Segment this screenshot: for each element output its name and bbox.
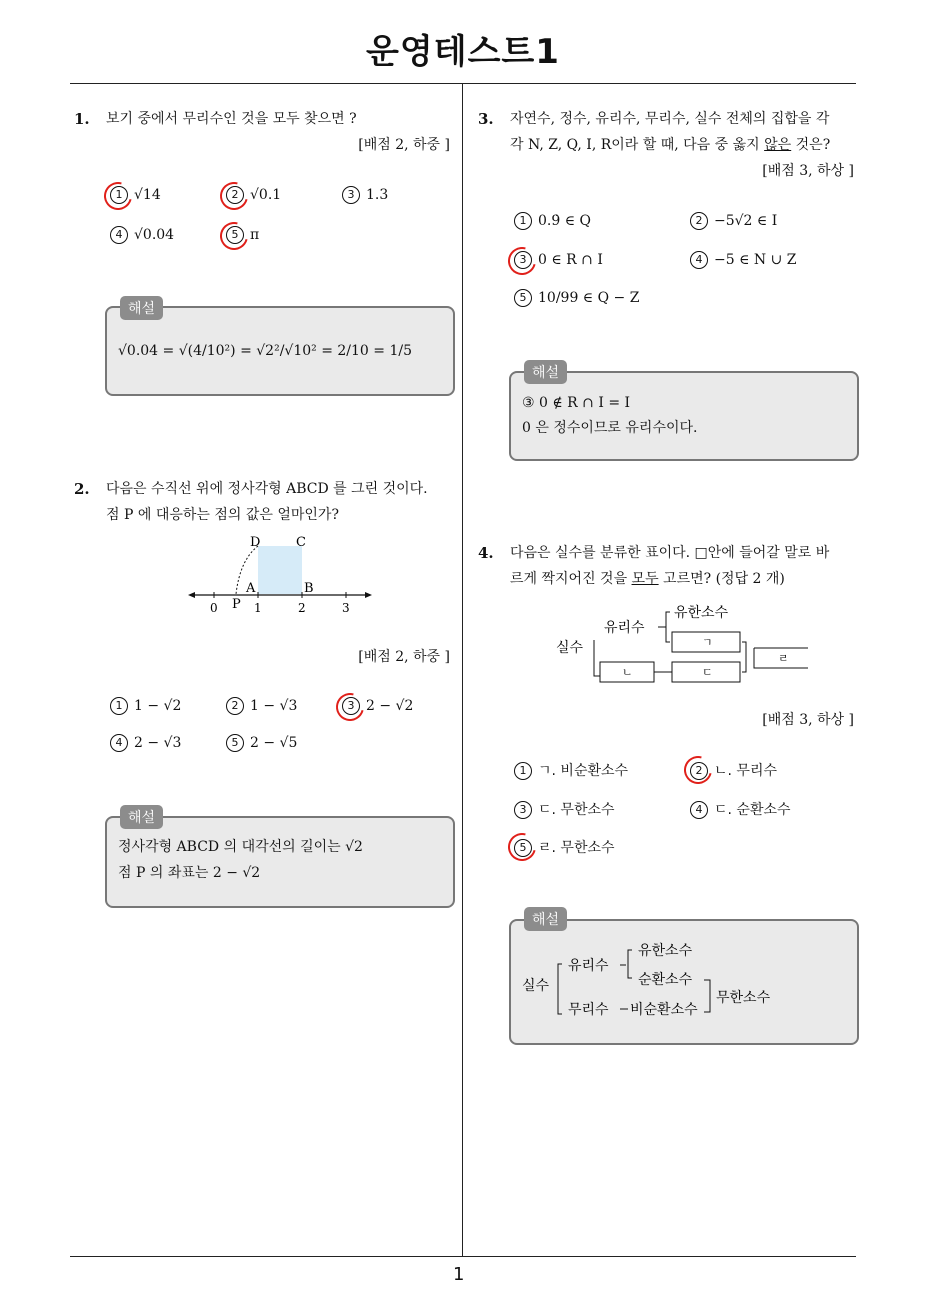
option-4[interactable] [690,799,791,819]
option-number: 1 [110,186,128,204]
solution-line-1: ③ 0 ∉ R ∩ I = I [522,395,631,411]
option-number: 3 [342,697,360,715]
label-d: ㄹ [778,652,789,665]
label-a: ㄱ [702,636,713,649]
label-b: B [304,581,314,596]
solution-line-2: 0 은 정수이므로 유리수이다. [522,420,698,436]
question-number: 1. [74,110,90,128]
sol-finite: 유한소수 [638,943,693,959]
classification-diagram [556,600,812,686]
sol-real: 실수 [522,978,550,994]
option-5[interactable] [514,289,639,307]
option-expr: π [250,227,260,243]
option-number: 2 [690,212,708,230]
label-c: ㄷ [702,666,713,679]
solution-text: √0.04 = √(4/10²) = √2²/√10² = 2/10 = 1/5 [118,343,412,359]
question-number: 4. [478,544,494,562]
option-expr: ㄷ. 무한소수 [538,802,615,818]
label-rational: 유리수 [604,620,645,636]
option-expr: ㄷ. 순환소수 [714,802,791,818]
solution-tag: 해설 [120,296,163,320]
question-number: 2. [74,480,90,498]
answer-mark [99,177,137,215]
option-number: 4 [110,226,128,244]
option-expr: √0.04 [134,227,175,243]
answer-mark [503,828,541,866]
option-3[interactable] [514,799,615,819]
page-title: 운영테스트1 [366,32,560,72]
score-label: [배점 3, 하상 ] [762,712,854,728]
option-expr: ㄴ. 무리수 [714,763,777,779]
option-4[interactable] [110,734,181,752]
option-4[interactable] [690,251,797,269]
option-expr: √0.1 [250,187,282,203]
label-d: D [250,535,261,550]
option-1[interactable] [110,697,181,715]
score-label: [배점 3, 하상 ] [762,163,854,179]
option-expr: −5 ∈ N ∪ Z [714,252,797,268]
option-number: 2 [226,697,244,715]
option-number: 2 [690,762,708,780]
question-text-line-2: 각 N, Z, Q, I, R이라 할 때, 다음 중 옳지 않은 것은? [510,137,831,153]
question-text-line-2: 르게 짝지어진 것을 모두 고르면? (정답 2 개) [510,571,785,587]
option-expr: −5√2 ∈ I [714,213,778,229]
header-rule [70,83,856,84]
number-line-figure [186,532,376,620]
question-text-line-2: 점 P 에 대응하는 점의 값은 얼마인가? [106,507,339,523]
sol-repeating: 순환소수 [638,972,693,988]
option-expr: 1 − √2 [134,698,182,714]
option-number: 3 [514,801,532,819]
answer-mark [679,751,717,789]
label-finite: 유한소수 [674,605,729,621]
tick-2: 2 [298,601,306,615]
option-number: 1 [514,212,532,230]
option-number: 3 [514,251,532,269]
option-number: 4 [110,734,128,752]
question-text-line-1: 자연수, 정수, 유리수, 무리수, 실수 전체의 집합을 각 [510,111,830,127]
option-expr: 0 ∈ R ∩ I [538,252,603,268]
sol-infinite: 무한소수 [716,990,771,1006]
label-b: ㄴ [622,666,633,679]
option-number: 5 [514,839,532,857]
option-1[interactable] [514,760,628,780]
option-expr: 0.9̇ ∈ Q [538,213,592,229]
label-c: C [296,535,306,550]
answer-mark [215,217,253,255]
option-expr: √14 [134,187,161,203]
column-divider [462,84,463,1256]
option-2[interactable] [690,212,777,230]
solution-line-2: 점 P 의 좌표는 2 − √2 [118,865,261,881]
option-number: 5 [514,289,532,307]
solution-tag: 해설 [524,360,567,384]
tick-1: 1 [254,601,262,615]
label-a: A [246,581,256,596]
option-number: 3 [342,186,360,204]
footer-rule [70,1256,856,1257]
solution-tag: 해설 [524,907,567,931]
option-expr: 1 − √3 [250,698,298,714]
option-expr: 2 − √5 [250,735,298,751]
sol-irrational: 무리수 [568,1002,609,1018]
sol-rational: 유리수 [568,958,609,974]
solution-diagram [520,936,790,1026]
option-number: 1 [514,762,532,780]
tick-0: 0 [210,601,218,615]
option-number: 4 [690,251,708,269]
option-1[interactable] [514,212,591,230]
option-expr: 2 − √2 [366,698,414,714]
tick-3: 3 [342,601,350,615]
score-label: [배점 2, 하중 ] [358,137,450,153]
option-expr: 10/99 ∈ Q − Z [538,290,640,306]
option-number: 2 [226,186,244,204]
answer-mark [331,688,369,726]
solution-tag: 해설 [120,805,163,829]
option-5[interactable] [226,734,297,752]
question-text-line-1: 다음은 실수를 분류한 표이다. □안에 들어갈 말로 바 [510,545,830,561]
question-text-line-1: 다음은 수직선 위에 정사각형 ABCD 를 그린 것이다. [106,481,428,497]
answer-mark [503,242,541,280]
option-4[interactable] [110,226,174,244]
score-label: [배점 2, 하중 ] [358,649,450,665]
question-number: 3. [478,110,494,128]
sol-nonrepeating: 비순환소수 [630,1002,698,1018]
option-number: 1 [110,697,128,715]
option-3[interactable] [342,186,388,204]
option-expr: 1.3 [366,187,389,203]
option-number: 4 [690,801,708,819]
label-real: 실수 [556,640,584,656]
label-p: P [232,597,241,612]
answer-mark [215,177,253,215]
option-expr: 2 − √3 [134,735,182,751]
option-number: 5 [226,734,244,752]
option-2[interactable] [226,697,297,715]
solution-line-1: 정사각형 ABCD 의 대각선의 길이는 √2 [118,839,363,855]
option-expr: ㄱ. 비순환소수 [538,763,629,779]
option-number: 5 [226,226,244,244]
option-expr: ㄹ. 무한소수 [538,840,615,856]
page-number: 1 [453,1264,465,1285]
question-text: 보기 중에서 무리수인 것을 모두 찾으면 ? [106,111,357,127]
